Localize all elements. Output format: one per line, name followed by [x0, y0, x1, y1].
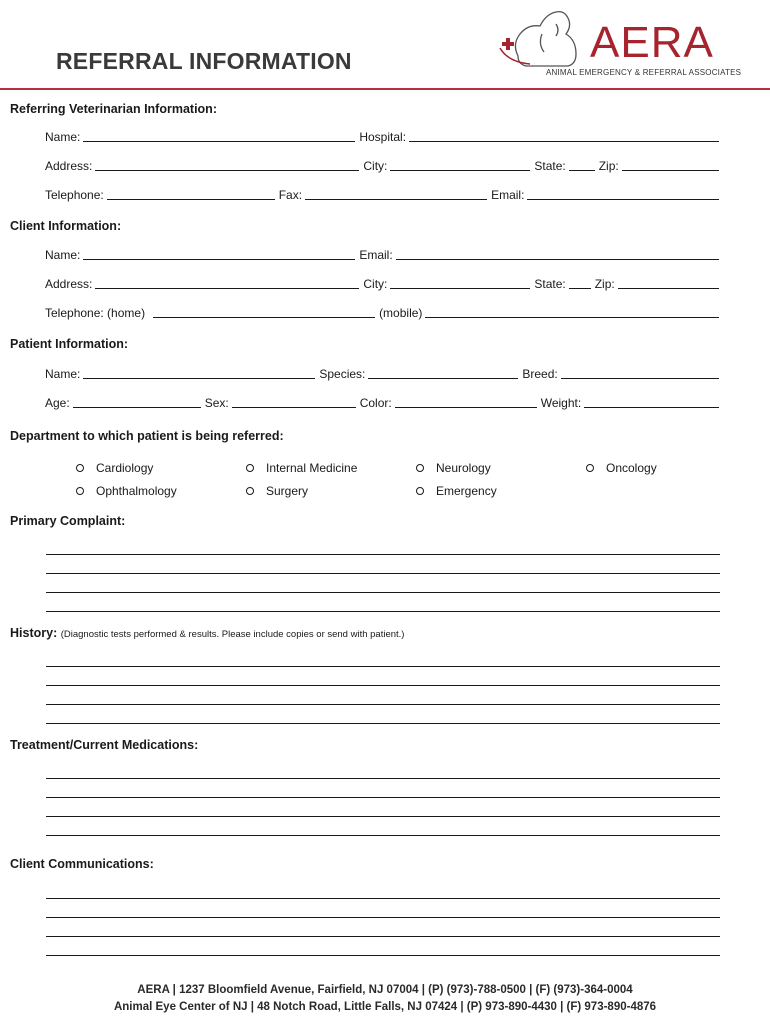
treatment-line[interactable] [46, 835, 720, 836]
treatment-line[interactable] [46, 816, 720, 817]
client-telephone-home-label: Telephone: (home) [45, 306, 146, 320]
radio-circle-icon[interactable] [416, 487, 424, 495]
vet-state-field[interactable] [569, 158, 595, 171]
medical-cross-icon [502, 38, 514, 50]
patient-breed-label: Breed: [522, 367, 558, 381]
vet-address-label: Address: [45, 159, 93, 173]
history-note: (Diagnostic tests performed & results. Please include copies or send with patient.) [60, 629, 405, 640]
pet-silhouette-icon [515, 12, 576, 66]
radio-circle-icon[interactable] [416, 464, 424, 472]
radio-circle-icon[interactable] [76, 464, 84, 472]
vet-telephone-label: Telephone: [45, 188, 104, 202]
patient-sex-field[interactable] [232, 395, 356, 408]
patient-species-label: Species: [319, 367, 366, 381]
radio-circle-icon[interactable] [76, 487, 84, 495]
option-ophthalmology[interactable] [76, 484, 177, 498]
vet-fax-label: Fax: [278, 188, 303, 202]
section-referring-vet: Referring Veterinarian Information: [10, 102, 217, 116]
patient-age-field[interactable] [73, 395, 201, 408]
patient-name-label: Name: [45, 367, 81, 381]
client-email-label: Email: [359, 248, 393, 262]
client-email-field[interactable] [396, 247, 719, 260]
section-client-communications: Client Communications: [10, 857, 154, 871]
vet-state-label: State: [534, 159, 566, 173]
patient-species-field[interactable] [368, 366, 518, 379]
patient-color-field[interactable] [395, 395, 537, 408]
section-treatment: Treatment/Current Medications: [10, 738, 199, 752]
vet-row-1 [45, 128, 723, 144]
client-row-1 [45, 246, 723, 262]
patient-breed-field[interactable] [561, 366, 719, 379]
treatment-line[interactable] [46, 797, 720, 798]
vet-city-label: City: [363, 159, 388, 173]
vet-name-field[interactable] [83, 129, 355, 142]
option-oncology-label: Oncology [606, 461, 657, 475]
patient-row-1 [45, 365, 723, 381]
option-surgery-label: Surgery [266, 484, 309, 498]
page-title: REFERRAL INFORMATION [56, 48, 352, 74]
option-internal-medicine[interactable] [246, 461, 357, 475]
client-mobile-label: (mobile) [379, 306, 423, 320]
option-oncology[interactable] [586, 461, 657, 475]
history-line[interactable] [46, 666, 720, 667]
client-address-label: Address: [45, 277, 93, 291]
vet-city-field[interactable] [390, 158, 530, 171]
section-client: Client Information: [10, 219, 122, 233]
client-row-2 [45, 275, 723, 291]
radio-circle-icon[interactable] [586, 464, 594, 472]
footer-line-1: AERA | 1237 Bloomfield Avenue, Fairfield, NJ 07004 | (P) (973)-788-0500 | (F) (973)-364-0004 [137, 984, 633, 996]
client-city-label: City: [363, 277, 388, 291]
patient-weight-field[interactable] [584, 395, 719, 408]
option-emergency[interactable] [416, 484, 497, 498]
communications-line[interactable] [46, 917, 720, 918]
option-emergency-label: Emergency [436, 484, 497, 498]
vet-hospital-label: Hospital: [359, 130, 407, 144]
logo-wordmark: AERA [590, 18, 714, 67]
logo-subtitle: ANIMAL EMERGENCY & REFERRAL ASSOCIATES [546, 68, 742, 77]
history-heading: History: [10, 626, 58, 640]
vet-hospital-field[interactable] [409, 129, 719, 142]
communications-line[interactable] [46, 898, 720, 899]
history-line[interactable] [46, 685, 720, 686]
client-city-field[interactable] [390, 276, 530, 289]
client-zip-field[interactable] [618, 276, 719, 289]
patient-row-2 [45, 394, 723, 410]
patient-age-label: Age: [45, 396, 70, 410]
option-cardiology[interactable] [76, 461, 153, 475]
complaint-line[interactable] [46, 573, 720, 574]
option-cardiology-label: Cardiology [96, 461, 154, 475]
section-department: Department to which patient is being referred: [10, 429, 284, 443]
client-name-field[interactable] [83, 247, 355, 260]
vet-email-field[interactable] [527, 187, 719, 200]
complaint-line[interactable] [46, 554, 720, 555]
treatment-line[interactable] [46, 778, 720, 779]
communications-line[interactable] [46, 955, 720, 956]
vet-zip-field[interactable] [622, 158, 719, 171]
client-name-label: Name: [45, 248, 81, 262]
client-zip-label: Zip: [594, 277, 615, 291]
patient-color-label: Color: [359, 396, 392, 410]
vet-row-2 [45, 157, 723, 173]
client-state-field[interactable] [569, 276, 591, 289]
patient-sex-label: Sex: [204, 396, 229, 410]
client-address-field[interactable] [95, 276, 359, 289]
complaint-line[interactable] [46, 592, 720, 593]
patient-name-field[interactable] [83, 366, 315, 379]
footer-line-2: Animal Eye Center of NJ | 48 Notch Road, Little Falls, NJ 07424 | (P) 973-890-4430 | (F) 973-890-4876 [113, 1001, 657, 1013]
radio-circle-icon[interactable] [246, 464, 254, 472]
patient-weight-label: Weight: [540, 396, 582, 410]
client-row-3 [45, 304, 723, 320]
client-state-label: State: [534, 277, 566, 291]
vet-zip-label: Zip: [598, 159, 619, 173]
option-neurology[interactable] [416, 461, 491, 475]
client-telephone-home-field[interactable] [153, 305, 375, 318]
client-mobile-field[interactable] [425, 305, 719, 318]
vet-email-label: Email: [491, 188, 525, 202]
vet-telephone-field[interactable] [107, 187, 275, 200]
history-line[interactable] [46, 704, 720, 705]
vet-fax-field[interactable] [305, 187, 487, 200]
section-primary-complaint: Primary Complaint: [10, 514, 126, 528]
history-line[interactable] [46, 723, 720, 724]
radio-circle-icon[interactable] [246, 487, 254, 495]
option-ophthalmology-label: Ophthalmology [96, 484, 177, 498]
section-history [10, 626, 404, 640]
vet-row-3 [45, 186, 723, 202]
option-surgery[interactable] [246, 484, 308, 498]
vet-address-field[interactable] [95, 158, 359, 171]
complaint-line[interactable] [46, 611, 720, 612]
communications-line[interactable] [46, 936, 720, 937]
vet-name-label: Name: [45, 130, 81, 144]
section-patient: Patient Information: [10, 337, 129, 351]
option-internal-medicine-label: Internal Medicine [266, 461, 358, 475]
header-divider [0, 88, 770, 90]
option-neurology-label: Neurology [436, 461, 491, 475]
